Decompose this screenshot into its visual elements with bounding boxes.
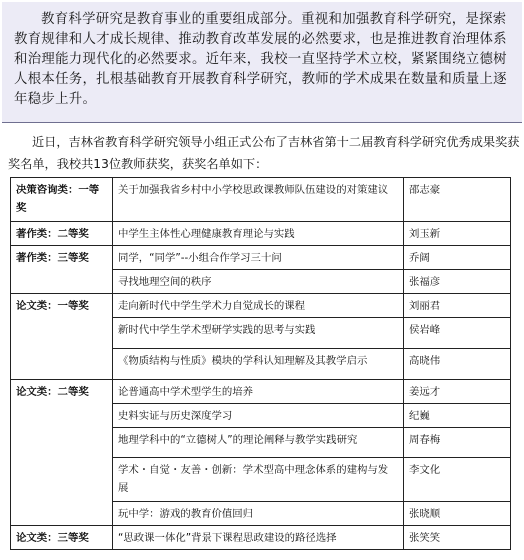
award-author: 张晓顺 <box>404 502 511 526</box>
award-title: 地理学科中的“立德树人”的理论阐释与教学实践研究 <box>113 428 404 458</box>
award-author: 周春梅 <box>404 428 511 458</box>
award-category <box>11 502 113 526</box>
table-row <box>11 349 511 380</box>
award-author: 李文化 <box>404 458 511 502</box>
award-title: “思政课一体化”背景下课程思政建设的路径选择 <box>113 526 404 550</box>
award-author: 邵志豪 <box>404 178 511 222</box>
award-category <box>11 349 113 380</box>
table-row <box>11 246 511 270</box>
award-category <box>11 428 113 458</box>
award-author: 刘丽君 <box>404 294 511 318</box>
award-author: 姜远才 <box>404 380 511 404</box>
award-title: 学术・自觉・友善・创新：学术型高中理念体系的建构与发展 <box>113 458 404 502</box>
award-title: 论普通高中学术型学生的培养 <box>113 380 404 404</box>
intro-box <box>2 2 522 123</box>
table-row <box>11 222 511 246</box>
table-row <box>11 428 511 458</box>
award-title: 新时代中学生学术型研学实践的思考与实践 <box>113 318 404 349</box>
table-row <box>11 380 511 404</box>
award-author: 刘玉新 <box>404 222 511 246</box>
award-title: 同学，“同学”--小组合作学习三十问 <box>113 246 404 270</box>
award-author: 纪巍 <box>404 404 511 428</box>
award-category <box>11 458 113 502</box>
award-category: 著作类：三等奖 <box>11 246 113 270</box>
award-title: 寻找地理空间的秩序 <box>113 270 404 294</box>
table-row <box>11 502 511 526</box>
award-category: 决策咨询类：一等奖 <box>11 178 113 222</box>
table-row <box>11 294 511 318</box>
award-title: 《物质结构与性质》模块的学科认知理解及其教学启示 <box>113 349 404 380</box>
award-category <box>11 318 113 349</box>
table-row <box>11 318 511 349</box>
award-category <box>11 270 113 294</box>
table-row <box>11 404 511 428</box>
table-row <box>11 270 511 294</box>
award-category: 著作类：二等奖 <box>11 222 113 246</box>
lead-paragraph: 近日，吉林省教育科学研究领导小组正式公布了吉林省第十二届教育科学研究优秀成果奖获奖名单，我校共13位教师获奖，获奖名单如下： <box>8 135 520 171</box>
award-author: 张笑笑 <box>404 526 511 550</box>
award-title: 中学生主体性心理健康教育理论与实践 <box>113 222 404 246</box>
award-title: 史料实证与历史深度学习 <box>113 404 404 428</box>
intro-paragraph: 教育科学研究是教育事业的重要组成部分。重视和加强教育科学研究，是探索教育规律和人才成长规律、推动教育改革发展的必然要求，也是推进教育治理体系和治理能力现代化的必然要求。近年来，我校一直坚持学术立校，紧紧围绕立德树人根本任务，扎根基础教育开展教育科学研究，教师的学术成果在数量和质量上逐年稳步上升。 <box>14 12 507 107</box>
award-title: 关于加强我省乡村中小学校思政课教师队伍建设的对策建议 <box>113 178 404 222</box>
table-row <box>11 178 511 222</box>
award-category: 论文类：三等奖 <box>11 526 113 550</box>
award-category: 论文类：一等奖 <box>11 294 113 318</box>
table-row <box>11 458 511 502</box>
award-author: 高晓伟 <box>404 349 511 380</box>
awards-table <box>10 177 511 550</box>
award-author: 侯岩峰 <box>404 318 511 349</box>
award-title: 玩中学：游戏的教育价值回归 <box>113 502 404 526</box>
award-title: 走向新时代中学生学术力自觉成长的课程 <box>113 294 404 318</box>
award-author: 乔阔 <box>404 246 511 270</box>
table-row <box>11 526 511 550</box>
award-category: 论文类：二等奖 <box>11 380 113 404</box>
award-author: 张福彦 <box>404 270 511 294</box>
award-category <box>11 404 113 428</box>
